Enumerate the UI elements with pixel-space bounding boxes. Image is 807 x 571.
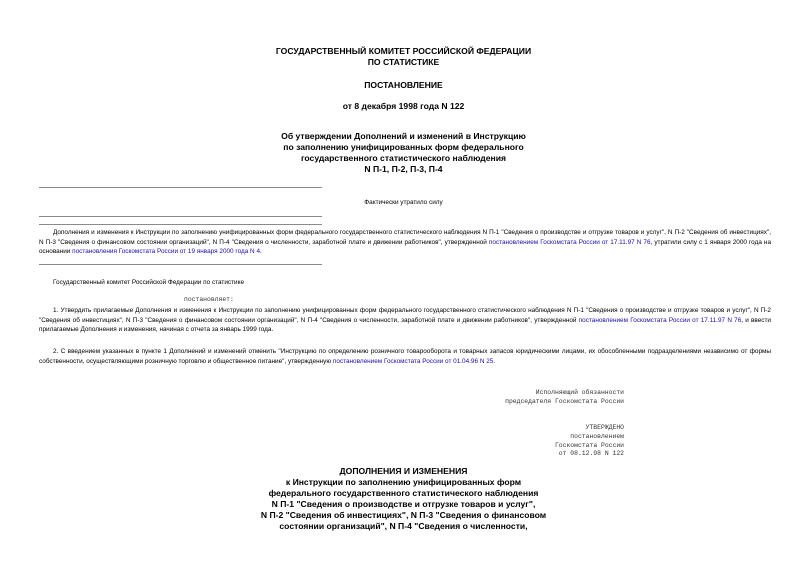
item-1-paragraph — [39, 306, 771, 335]
approval-line: от 08.12.98 N 122 — [558, 450, 624, 458]
intro-paragraph — [39, 228, 771, 257]
intro-text: , утратили силу с 1 января 2000 года на основании — [39, 238, 772, 256]
divider — [39, 264, 322, 265]
issuer-line: Государственный комитет Российской Федерации по статистике — [53, 279, 245, 286]
committee-line-1: ГОСУДАРСТВЕННЫЙ КОМИТЕТ РОССИЙСКОЙ ФЕДЕРАЦИИ — [275, 46, 532, 56]
intro-text: Дополнения и изменения к Инструкции по заполнению унифицированных форм федерального государственного статистического наблюдения N П-1 "Сведения о производстве и отгрузке товаров и услуг", N П-2 "Сведения об инвестициях", N П-3 "Сведения о финансовом состоянии организаций", N П-4 "Сведения о численности, заработной плате и движении работников", утвержденной — [39, 229, 771, 246]
title-line: по заполнению унифицированных форм федерального — [283, 142, 524, 152]
divider — [39, 216, 322, 217]
appendix-line: N П-1 "Сведения о производстве и отгрузке товаров и услуг", — [271, 499, 536, 509]
committee-heading — [0, 46, 807, 68]
appendix-line: N П-2 "Сведения об инвестициях", N П-3 "Сведения о финансовом — [260, 510, 547, 520]
title-line: Об утверждении Дополнений и изменений в Инструкцию — [281, 131, 526, 141]
doc-type: ПОСТАНОВЛЕНИЕ — [364, 80, 443, 90]
title-line: N П-1, П-2, П-3, П-4 — [364, 164, 443, 174]
appendix-title: ДОПОЛНЕНИЯ И ИЗМЕНЕНИЯ — [339, 466, 468, 476]
doc-title — [0, 131, 807, 175]
signature-block — [505, 389, 624, 407]
intro-text: . — [260, 248, 262, 256]
appendix-heading — [0, 466, 807, 532]
appendix-line: к Инструкции по заполнению унифицированных форм — [285, 477, 522, 487]
decrees-word: постановляет: — [184, 296, 234, 303]
link-decree-76[interactable]: постановлением Госкомстата России от 17.11.97 N 76 — [488, 238, 651, 246]
item-2-text: 2. С введением указанных в пункте 1 Дополнений и изменений отменить "Инструкцию по определению розничного товарооборота и товарных запасов юридическими лицами, их обособленными подразделениями независимо от формы собственности, осуществляющими розничную торговлю и общественное питание", утвержденную — [39, 348, 771, 365]
signature-line: председателя Госкомстата России — [505, 397, 624, 405]
item-1-text: , и ввести прилагаемые Дополнения и изменения, начиная с отчета за январь 1999 года. — [39, 316, 771, 334]
divider — [39, 187, 322, 188]
item-1-text: 1. Утвердить прилагаемые Дополнения и изменения к Инструкции по заполнению унифицированных форм федерального государственного статистического наблюдения N П-1 "Сведения о производстве и отгрузке товаров и услуг", N П-2 "Сведения об инвестициях", N П-3 "Сведения о финансовом состоянии организаций", N П-4 "Сведения о численности, заработной плате и движении работников", утвержденной — [39, 307, 771, 324]
approval-line: Госкомстата России — [554, 441, 624, 449]
appendix-line: федерального государственного статистического наблюдения — [268, 488, 539, 498]
divider — [39, 224, 322, 225]
link-decree-25[interactable]: постановлением Госкомстата России от 01.04.96 N 25 — [332, 357, 494, 365]
link-decree-76[interactable]: постановлением Госкомстата России от 17.11.97 N 76 — [578, 316, 742, 324]
signature-line: Исполняющий обязанности — [535, 389, 624, 396]
approval-line: постановлением — [570, 432, 624, 440]
title-line: государственного статистического наблюдения — [300, 153, 507, 163]
status-note: Фактически утратило силу — [364, 199, 443, 206]
appendix-line: состоянии организаций", N П-4 "Сведения о численности, — [279, 521, 528, 531]
doc-date-number: от 8 декабря 1998 года N 122 — [342, 101, 465, 111]
approval-block — [555, 424, 624, 459]
item-2-text: . — [493, 357, 496, 365]
approval-line: УТВЕРЖДЕНО — [585, 424, 624, 431]
link-decree-4[interactable]: постановления Госкомстата России от 19 января 2000 года N 4 — [72, 248, 260, 256]
item-2-paragraph — [39, 347, 771, 366]
committee-line-2: ПО СТАТИСТИКЕ — [367, 57, 440, 67]
